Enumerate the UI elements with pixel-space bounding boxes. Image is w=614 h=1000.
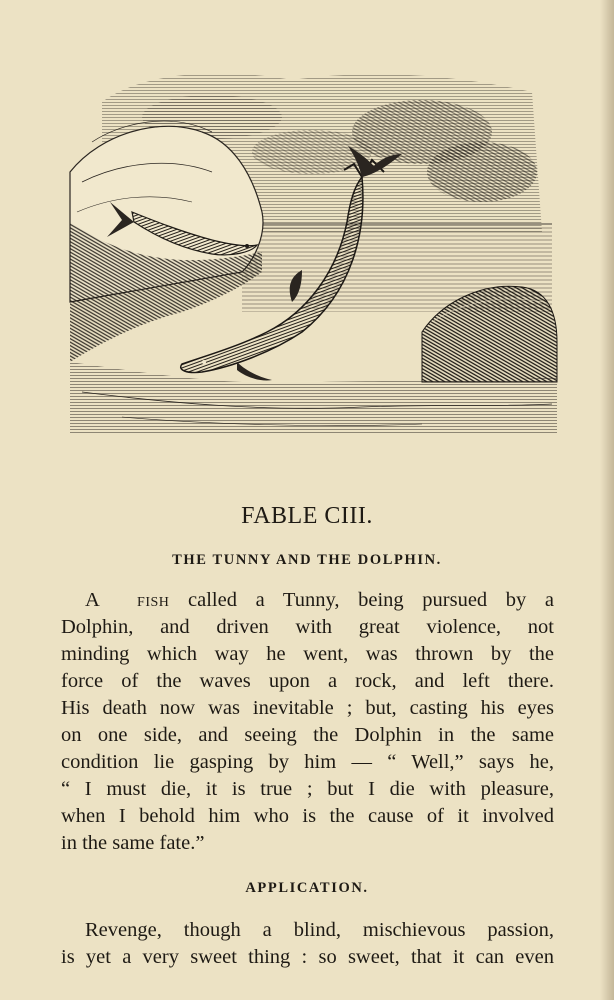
fable-line-2: Dolphin, and driven with great violence, not [61,616,554,638]
lead-word: A [85,589,100,611]
fable-line-8: “ I must die, it is true ; but I die with pleasure, [61,778,554,800]
lead-smallcaps: fish [137,589,170,611]
fable-line-6: on one side, and seeing the Dolphin in the same [61,724,554,746]
page-edge-shadow [600,0,614,1000]
application-body [61,917,554,971]
fable-line-4: force of the waves upon a rock, and left there. [61,670,554,692]
cliff-rock [70,121,263,362]
application-line-1: Revenge, though a blind, mischievous passion, [85,919,554,941]
application-line-2: is yet a very sweet thing : so sweet, that it can even [61,946,554,968]
fable-line-7: condition lie gasping by him — “ Well,” says he, [61,751,554,773]
fable-line-10: in the same fate.” [61,832,205,854]
fable-subtitle: THE TUNNY AND THE DOLPHIN. [172,552,442,568]
fable-line-9: when I behold him who is the cause of it involved [61,805,554,827]
fable-line-1 [61,587,554,614]
fable-line-5: His death now was inevitable ; but, casting his eyes [61,697,554,719]
application-heading: APPLICATION. [245,880,369,896]
fable-line-3: minding which way he went, was thrown by the [61,643,554,665]
engraving-illustration [62,62,562,434]
fable-title: FABLE CIII. [241,503,373,529]
line-1-rest: called a Tunny, being pursued by a [169,589,555,611]
fable-body [61,587,554,857]
